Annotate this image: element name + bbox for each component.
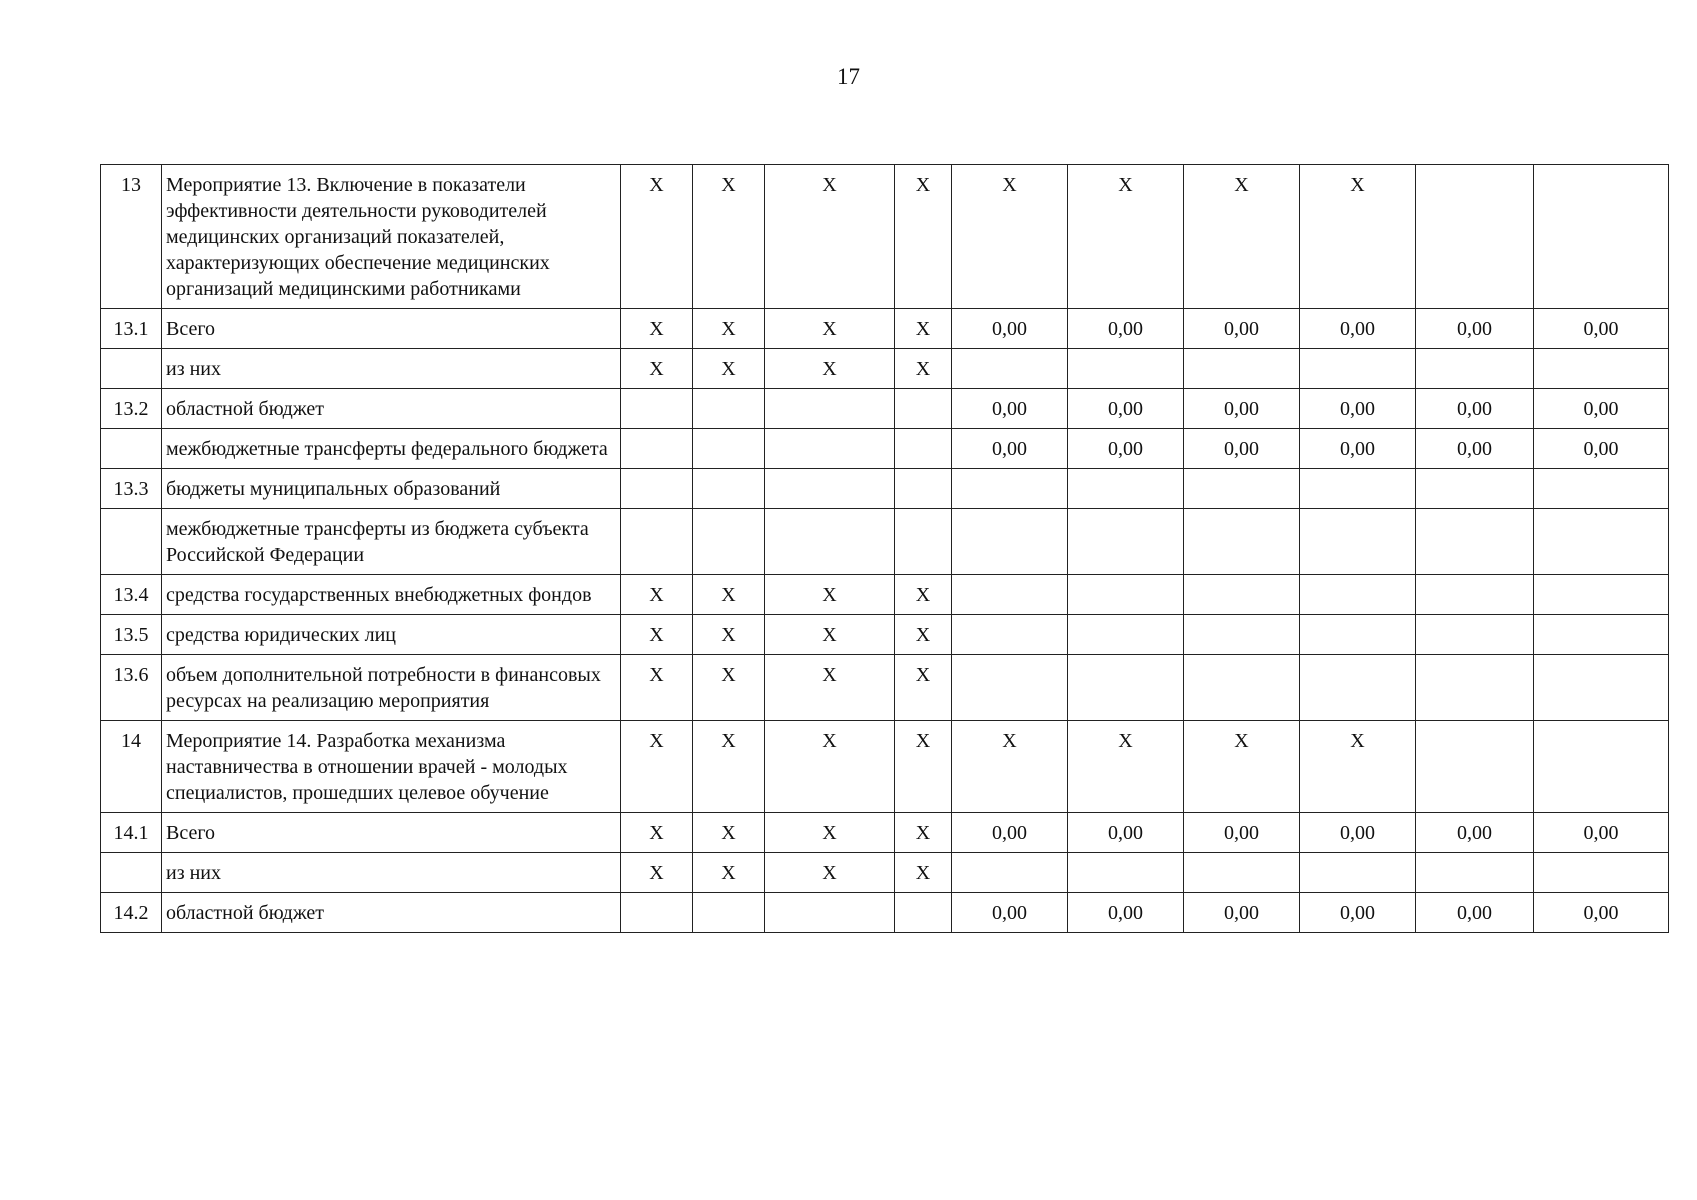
value-cell: X [765,575,895,615]
table-row [101,389,1669,429]
row-description: бюджеты муниципальных образований [162,469,621,509]
value-cell [1184,349,1300,389]
value-cell: X [621,349,693,389]
row-number [101,509,162,575]
value-cell [1068,349,1184,389]
value-cell: 0,00 [952,893,1068,933]
value-cell: X [765,349,895,389]
value-cell [1300,853,1416,893]
row-number: 13.5 [101,615,162,655]
value-cell [952,469,1068,509]
value-cell [1416,853,1534,893]
value-cell [1300,575,1416,615]
table-row [101,469,1669,509]
value-cell: X [895,349,952,389]
value-cell [1416,165,1534,309]
value-cell [621,389,693,429]
budget-table [100,164,1669,933]
row-description: Мероприятие 13. Включение в показатели эффективности деятельности руководителей медицинских организаций показателей, характеризующих обеспечение медицинских организаций медицинскими работниками [162,165,621,309]
value-cell [1300,509,1416,575]
value-cell [1184,655,1300,721]
value-cell [895,429,952,469]
value-cell: X [621,575,693,615]
value-cell [1184,615,1300,655]
row-description: межбюджетные трансферты из бюджета субъекта Российской Федерации [162,509,621,575]
value-cell: X [765,615,895,655]
value-cell [1184,575,1300,615]
page-number: 17 [837,64,860,89]
value-cell: X [765,655,895,721]
value-cell [765,389,895,429]
table-row [101,655,1669,721]
value-cell: 0,00 [1416,429,1534,469]
row-number: 14 [101,721,162,813]
value-cell [1416,349,1534,389]
value-cell: X [895,309,952,349]
value-cell [1534,349,1669,389]
value-cell: X [1068,165,1184,309]
value-cell [895,389,952,429]
value-cell: 0,00 [1300,893,1416,933]
value-cell [1416,469,1534,509]
value-cell [895,469,952,509]
value-cell: X [895,165,952,309]
value-cell: 0,00 [1184,389,1300,429]
table-row [101,575,1669,615]
value-cell: 0,00 [1416,389,1534,429]
value-cell: X [621,813,693,853]
value-cell [1068,655,1184,721]
value-cell: 0,00 [1416,309,1534,349]
value-cell: 0,00 [952,813,1068,853]
value-cell [952,655,1068,721]
value-cell [693,469,765,509]
value-cell [693,509,765,575]
value-cell [1068,615,1184,655]
value-cell: X [1068,721,1184,813]
value-cell: X [895,813,952,853]
value-cell: X [895,853,952,893]
value-cell [1534,615,1669,655]
value-cell: X [621,655,693,721]
value-cell [1534,469,1669,509]
row-description: Всего [162,813,621,853]
value-cell [1416,655,1534,721]
value-cell: X [1184,721,1300,813]
row-number: 13 [101,165,162,309]
value-cell: 0,00 [1068,429,1184,469]
row-number [101,349,162,389]
value-cell: X [765,813,895,853]
value-cell: X [895,655,952,721]
table-row [101,893,1669,933]
value-cell: X [765,309,895,349]
table-row [101,615,1669,655]
value-cell: X [952,165,1068,309]
table-row [101,309,1669,349]
value-cell [1534,509,1669,575]
value-cell [1068,575,1184,615]
value-cell: X [693,165,765,309]
value-cell: X [693,813,765,853]
table-row [101,429,1669,469]
value-cell [952,509,1068,575]
value-cell [952,575,1068,615]
value-cell: 0,00 [1534,389,1669,429]
value-cell: X [1300,165,1416,309]
value-cell: X [693,853,765,893]
row-number: 13.2 [101,389,162,429]
value-cell: X [621,309,693,349]
value-cell [1534,655,1669,721]
row-number [101,429,162,469]
value-cell [693,429,765,469]
value-cell: 0,00 [1068,893,1184,933]
value-cell [693,389,765,429]
value-cell [895,509,952,575]
value-cell: X [693,721,765,813]
row-number: 14.1 [101,813,162,853]
value-cell: 0,00 [1300,813,1416,853]
value-cell: 0,00 [1184,893,1300,933]
value-cell [1068,509,1184,575]
value-cell: 0,00 [1534,429,1669,469]
value-cell [1534,165,1669,309]
value-cell: 0,00 [1068,813,1184,853]
value-cell [1184,509,1300,575]
value-cell: X [693,655,765,721]
row-number: 13.4 [101,575,162,615]
value-cell: 0,00 [1300,309,1416,349]
value-cell: X [621,615,693,655]
table-row [101,721,1669,813]
value-cell: 0,00 [1416,893,1534,933]
value-cell [621,429,693,469]
row-description: областной бюджет [162,893,621,933]
value-cell: 0,00 [1184,309,1300,349]
value-cell [1534,721,1669,813]
value-cell: 0,00 [952,429,1068,469]
value-cell [952,853,1068,893]
value-cell: X [1184,165,1300,309]
value-cell [1534,575,1669,615]
row-number: 13.6 [101,655,162,721]
table-row [101,853,1669,893]
value-cell [621,469,693,509]
row-description: Мероприятие 14. Разработка механизма наставничества в отношении врачей - молодых специалистов, прошедших целевое обучение [162,721,621,813]
table-body [101,165,1669,933]
table-row [101,165,1669,309]
value-cell: X [765,853,895,893]
row-description: межбюджетные трансферты федерального бюджета [162,429,621,469]
value-cell: 0,00 [1184,813,1300,853]
value-cell: X [621,165,693,309]
value-cell: X [895,721,952,813]
row-description: средства государственных внебюджетных фондов [162,575,621,615]
value-cell [895,893,952,933]
value-cell [1534,853,1669,893]
table-row [101,813,1669,853]
value-cell: X [621,853,693,893]
value-cell: 0,00 [1534,893,1669,933]
value-cell: X [765,165,895,309]
value-cell: 0,00 [1068,309,1184,349]
value-cell [765,469,895,509]
value-cell [765,429,895,469]
row-number: 13.3 [101,469,162,509]
row-number [101,853,162,893]
value-cell [1184,853,1300,893]
value-cell: X [1300,721,1416,813]
row-description: Всего [162,309,621,349]
value-cell [1300,655,1416,721]
row-description: из них [162,853,621,893]
value-cell: X [765,721,895,813]
row-description: областной бюджет [162,389,621,429]
value-cell: X [621,721,693,813]
row-description: из них [162,349,621,389]
value-cell [765,893,895,933]
value-cell [952,615,1068,655]
value-cell: 0,00 [1184,429,1300,469]
value-cell [621,509,693,575]
value-cell [765,509,895,575]
value-cell: 0,00 [1068,389,1184,429]
value-cell: X [952,721,1068,813]
value-cell [1416,509,1534,575]
value-cell [1068,469,1184,509]
value-cell [1416,721,1534,813]
row-description: средства юридических лиц [162,615,621,655]
value-cell: X [693,615,765,655]
value-cell: 0,00 [952,389,1068,429]
value-cell: X [693,309,765,349]
value-cell [1300,615,1416,655]
row-number: 14.2 [101,893,162,933]
value-cell: 0,00 [1534,813,1669,853]
value-cell [1416,615,1534,655]
value-cell [1416,575,1534,615]
value-cell [621,893,693,933]
value-cell: X [693,575,765,615]
value-cell [693,893,765,933]
value-cell: 0,00 [1300,389,1416,429]
value-cell [1068,853,1184,893]
value-cell [952,349,1068,389]
value-cell [1300,349,1416,389]
row-number: 13.1 [101,309,162,349]
table-row [101,349,1669,389]
table-row [101,509,1669,575]
value-cell: 0,00 [1416,813,1534,853]
value-cell: X [895,615,952,655]
value-cell [1300,469,1416,509]
value-cell: 0,00 [1534,309,1669,349]
value-cell: X [895,575,952,615]
value-cell: X [693,349,765,389]
value-cell [1184,469,1300,509]
row-description: объем дополнительной потребности в финансовых ресурсах на реализацию мероприятия [162,655,621,721]
value-cell: 0,00 [1300,429,1416,469]
value-cell: 0,00 [952,309,1068,349]
